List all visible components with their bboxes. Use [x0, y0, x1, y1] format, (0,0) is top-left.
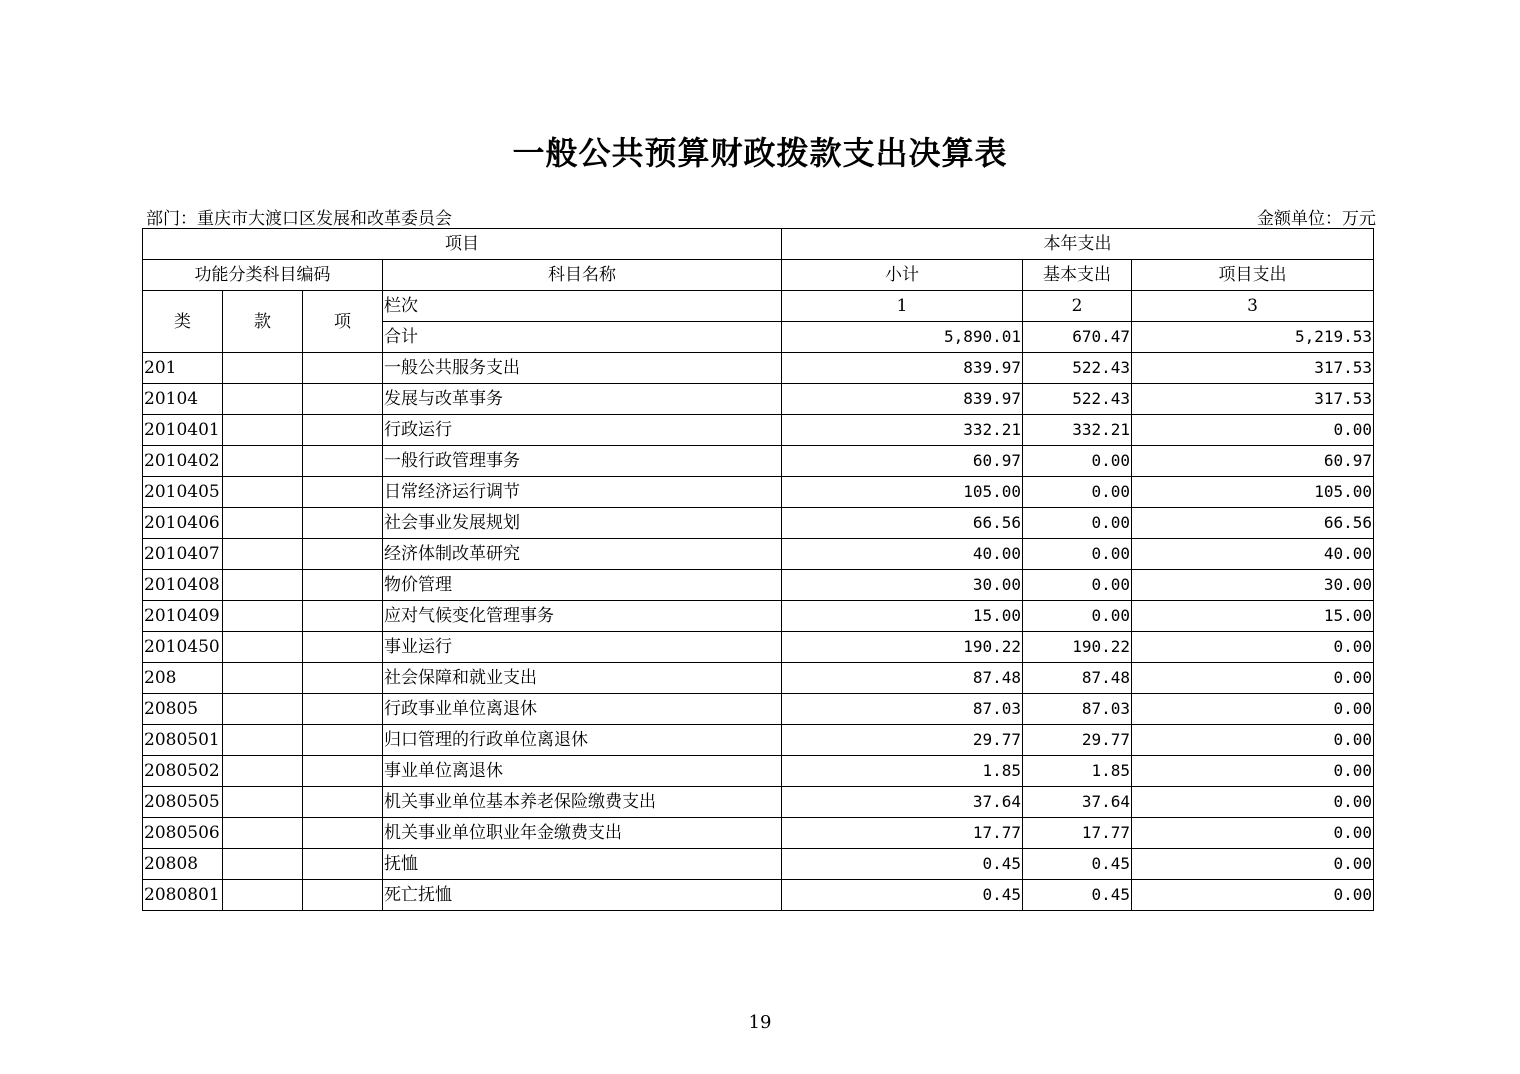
- row-project: 0.00: [1132, 694, 1374, 725]
- row-code: 2010405: [143, 477, 223, 508]
- row-kuan-empty: [223, 415, 303, 446]
- row-xiang-empty: [303, 384, 383, 415]
- header-subject-name: 科目名称: [383, 260, 782, 291]
- row-subject-name: 行政事业单位离退休: [383, 694, 782, 725]
- table-row: [143, 353, 1374, 384]
- row-project: 0.00: [1132, 756, 1374, 787]
- header-row-3: [143, 291, 1374, 322]
- row-subtotal: 29.77: [782, 725, 1023, 756]
- row-subtotal: 0.45: [782, 849, 1023, 880]
- row-subject-name: 一般公共服务支出: [383, 353, 782, 384]
- row-xiang-empty: [303, 725, 383, 756]
- row-kuan-empty: [223, 446, 303, 477]
- row-subject-name: 机关事业单位基本养老保险缴费支出: [383, 787, 782, 818]
- row-xiang-empty: [303, 663, 383, 694]
- row-basic: 0.00: [1023, 570, 1132, 601]
- table-row: [143, 632, 1374, 663]
- row-subtotal: 332.21: [782, 415, 1023, 446]
- row-basic: 522.43: [1023, 384, 1132, 415]
- row-kuan-empty: [223, 570, 303, 601]
- row-project: 317.53: [1132, 384, 1374, 415]
- table-row: [143, 384, 1374, 415]
- row-basic: 87.48: [1023, 663, 1132, 694]
- row-xiang-empty: [303, 446, 383, 477]
- row-project: 0.00: [1132, 818, 1374, 849]
- row-project: 0.00: [1132, 415, 1374, 446]
- row-subject-name: 死亡抚恤: [383, 880, 782, 911]
- row-project: 0.00: [1132, 632, 1374, 663]
- table-row: [143, 756, 1374, 787]
- row-subtotal: 15.00: [782, 601, 1023, 632]
- row-basic: 0.00: [1023, 446, 1132, 477]
- row-kuan-empty: [223, 880, 303, 911]
- table-row: [143, 446, 1374, 477]
- row-code: 2080502: [143, 756, 223, 787]
- row-subject-name: 物价管理: [383, 570, 782, 601]
- row-project: 105.00: [1132, 477, 1374, 508]
- row-code: 20805: [143, 694, 223, 725]
- total-label: 合计: [383, 322, 782, 353]
- row-subtotal: 839.97: [782, 384, 1023, 415]
- row-basic: 0.00: [1023, 601, 1132, 632]
- row-kuan-empty: [223, 477, 303, 508]
- row-subject-name: 一般行政管理事务: [383, 446, 782, 477]
- row-basic: 0.00: [1023, 508, 1132, 539]
- row-basic: 29.77: [1023, 725, 1132, 756]
- row-xiang-empty: [303, 632, 383, 663]
- header-column-no: 栏次: [383, 291, 782, 322]
- table-row: [143, 787, 1374, 818]
- row-subtotal: 30.00: [782, 570, 1023, 601]
- row-kuan-empty: [223, 353, 303, 384]
- row-subtotal: 190.22: [782, 632, 1023, 663]
- header-basic: 基本支出: [1023, 260, 1132, 291]
- row-basic: 522.43: [1023, 353, 1132, 384]
- row-subject-name: 抚恤: [383, 849, 782, 880]
- row-code: 201: [143, 353, 223, 384]
- row-subtotal: 17.77: [782, 818, 1023, 849]
- row-project: 30.00: [1132, 570, 1374, 601]
- row-kuan-empty: [223, 818, 303, 849]
- row-xiang-empty: [303, 849, 383, 880]
- row-kuan-empty: [223, 849, 303, 880]
- header-col3: 3: [1132, 291, 1374, 322]
- row-subject-name: 发展与改革事务: [383, 384, 782, 415]
- header-row-2: [143, 260, 1374, 291]
- row-xiang-empty: [303, 353, 383, 384]
- row-basic: 17.77: [1023, 818, 1132, 849]
- total-project: 5,219.53: [1132, 322, 1374, 353]
- row-project: 0.00: [1132, 725, 1374, 756]
- row-xiang-empty: [303, 756, 383, 787]
- row-kuan-empty: [223, 787, 303, 818]
- table-row: [143, 849, 1374, 880]
- row-code: 2010408: [143, 570, 223, 601]
- row-subject-name: 日常经济运行调节: [383, 477, 782, 508]
- row-subtotal: 66.56: [782, 508, 1023, 539]
- row-basic: 0.00: [1023, 539, 1132, 570]
- row-xiang-empty: [303, 694, 383, 725]
- row-subject-name: 应对气候变化管理事务: [383, 601, 782, 632]
- row-xiang-empty: [303, 539, 383, 570]
- row-subtotal: 839.97: [782, 353, 1023, 384]
- row-kuan-empty: [223, 539, 303, 570]
- department-label: 部门：重庆市大渡口区发展和改革委员会: [146, 209, 452, 229]
- amount-unit-label: 金额单位：万元: [1257, 209, 1376, 229]
- row-basic: 37.64: [1023, 787, 1132, 818]
- table-row: [143, 818, 1374, 849]
- table-row: [143, 694, 1374, 725]
- row-project: 0.00: [1132, 663, 1374, 694]
- page-title: 一般公共预算财政拨款支出决算表: [512, 134, 1008, 172]
- table-row: [143, 663, 1374, 694]
- row-subtotal: 87.03: [782, 694, 1023, 725]
- row-code: 20808: [143, 849, 223, 880]
- table-row: [143, 601, 1374, 632]
- row-code: 2010401: [143, 415, 223, 446]
- row-code: 2010407: [143, 539, 223, 570]
- row-code: 2080801: [143, 880, 223, 911]
- row-subtotal: 105.00: [782, 477, 1023, 508]
- row-code: 2010450: [143, 632, 223, 663]
- header-current-year: 本年支出: [782, 229, 1374, 260]
- row-kuan-empty: [223, 663, 303, 694]
- header-project-exp: 项目支出: [1132, 260, 1374, 291]
- row-subject-name: 归口管理的行政单位离退休: [383, 725, 782, 756]
- row-kuan-empty: [223, 632, 303, 663]
- row-basic: 332.21: [1023, 415, 1132, 446]
- page-number: 19: [748, 1012, 772, 1033]
- row-project: 317.53: [1132, 353, 1374, 384]
- header-row-1: [143, 229, 1374, 260]
- row-subject-name: 社会保障和就业支出: [383, 663, 782, 694]
- row-subtotal: 60.97: [782, 446, 1023, 477]
- row-code: 2010406: [143, 508, 223, 539]
- row-project: 40.00: [1132, 539, 1374, 570]
- row-xiang-empty: [303, 508, 383, 539]
- row-code: 2080501: [143, 725, 223, 756]
- row-subtotal: 87.48: [782, 663, 1023, 694]
- total-basic: 670.47: [1023, 322, 1132, 353]
- table-row: [143, 880, 1374, 911]
- table-row: [143, 477, 1374, 508]
- row-project: 60.97: [1132, 446, 1374, 477]
- row-project: 15.00: [1132, 601, 1374, 632]
- row-xiang-empty: [303, 477, 383, 508]
- row-subject-name: 社会事业发展规划: [383, 508, 782, 539]
- table-row: [143, 539, 1374, 570]
- row-basic: 190.22: [1023, 632, 1132, 663]
- row-code: 2010402: [143, 446, 223, 477]
- table-row: [143, 570, 1374, 601]
- row-subject-name: 行政运行: [383, 415, 782, 446]
- header-lei: 类: [143, 291, 223, 353]
- row-basic: 0.45: [1023, 849, 1132, 880]
- row-code: 208: [143, 663, 223, 694]
- row-subtotal: 37.64: [782, 787, 1023, 818]
- table-row: [143, 415, 1374, 446]
- row-project: 0.00: [1132, 787, 1374, 818]
- total-subtotal: 5,890.01: [782, 322, 1023, 353]
- row-kuan-empty: [223, 601, 303, 632]
- row-kuan-empty: [223, 756, 303, 787]
- row-xiang-empty: [303, 880, 383, 911]
- row-kuan-empty: [223, 725, 303, 756]
- table-row: [143, 508, 1374, 539]
- row-code: 2080506: [143, 818, 223, 849]
- header-col2: 2: [1023, 291, 1132, 322]
- row-subject-name: 经济体制改革研究: [383, 539, 782, 570]
- row-project: 0.00: [1132, 880, 1374, 911]
- row-basic: 1.85: [1023, 756, 1132, 787]
- row-basic: 0.45: [1023, 880, 1132, 911]
- row-subtotal: 40.00: [782, 539, 1023, 570]
- table-row: [143, 725, 1374, 756]
- row-code: 2080505: [143, 787, 223, 818]
- header-kuan: 款: [223, 291, 303, 353]
- header-project: 项目: [143, 229, 782, 260]
- row-project: 0.00: [1132, 849, 1374, 880]
- header-subtotal: 小计: [782, 260, 1023, 291]
- row-subject-name: 机关事业单位职业年金缴费支出: [383, 818, 782, 849]
- row-subject-name: 事业运行: [383, 632, 782, 663]
- row-kuan-empty: [223, 384, 303, 415]
- row-kuan-empty: [223, 694, 303, 725]
- row-basic: 87.03: [1023, 694, 1132, 725]
- header-col1: 1: [782, 291, 1023, 322]
- row-basic: 0.00: [1023, 477, 1132, 508]
- header-xiang: 项: [303, 291, 383, 353]
- row-code: 20104: [143, 384, 223, 415]
- row-kuan-empty: [223, 508, 303, 539]
- row-subject-name: 事业单位离退休: [383, 756, 782, 787]
- row-subtotal: 1.85: [782, 756, 1023, 787]
- expenditure-table: [142, 228, 1374, 911]
- row-xiang-empty: [303, 601, 383, 632]
- row-xiang-empty: [303, 570, 383, 601]
- row-code: 2010409: [143, 601, 223, 632]
- row-xiang-empty: [303, 818, 383, 849]
- row-xiang-empty: [303, 787, 383, 818]
- header-func-code: 功能分类科目编码: [143, 260, 383, 291]
- row-subtotal: 0.45: [782, 880, 1023, 911]
- row-project: 66.56: [1132, 508, 1374, 539]
- row-xiang-empty: [303, 415, 383, 446]
